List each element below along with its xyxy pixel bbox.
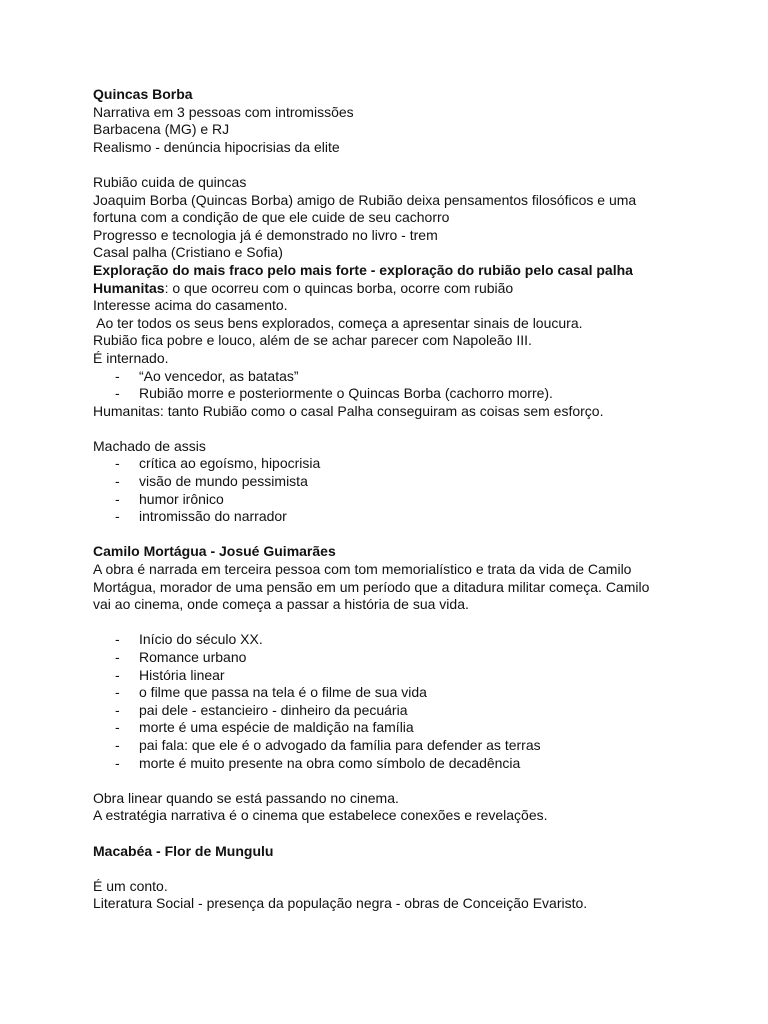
- spacer: [93, 156, 693, 174]
- bullet-dash: -: [115, 385, 120, 402]
- list-item-text: “Ao vencedor, as batatas”: [139, 367, 299, 384]
- bullet-dash: -: [115, 490, 120, 507]
- list-item-text: Romance urbano: [139, 649, 247, 665]
- bullet-dash: -: [115, 508, 120, 525]
- text-line: Interesse acima do casamento.: [93, 297, 288, 314]
- heading-machado: Machado de assis: [93, 437, 206, 454]
- text-line: Barbacena (MG) e RJ: [93, 121, 230, 138]
- text-line: É internado.: [93, 349, 169, 366]
- bullet-dash: -: [115, 473, 120, 490]
- list-item: [93, 631, 693, 649]
- heading-macabea: Macabéa - Flor de Mungulu: [93, 842, 274, 859]
- bold-line: Exploração do mais fraco pelo mais forte - exploração do rubião pelo casal palha: [93, 261, 633, 278]
- text-line: Humanitas: tanto Rubião como o casal Palha conseguiram as coisas sem esforço.: [93, 402, 604, 419]
- humanitas-label: Humanitas: [93, 279, 165, 296]
- list-item-text: visão de mundo pessimista: [139, 473, 308, 490]
- text-line: Progresso e tecnologia já é demonstrado no livro - trem: [93, 226, 438, 243]
- heading-quincas-borba: Quincas Borba: [93, 86, 193, 102]
- bullet-dash: -: [115, 649, 120, 665]
- list-item: [93, 719, 693, 737]
- list-item: [93, 491, 693, 509]
- document-body: [93, 86, 693, 913]
- bullet-dash: -: [115, 701, 120, 718]
- spacer: [93, 526, 693, 544]
- list-item-text: morte é muito presente na obra como símbolo de decadência: [139, 754, 521, 771]
- spacer: [93, 772, 693, 790]
- text-line: A estratégia narrativa é o cinema que estabelece conexões e revelações.: [93, 807, 548, 824]
- list-item: [93, 455, 693, 473]
- text-line: Casal palha (Cristiano e Sofia): [93, 244, 283, 261]
- list-item: [93, 385, 693, 403]
- text-line: Narrativa em 3 pessoas com intromissões: [93, 103, 354, 120]
- list-item-text: crítica ao egoísmo, hipocrisia: [139, 455, 321, 472]
- text-line: Joaquim Borba (Quincas Borba) amigo de Rubião deixa pensamentos filosóficos e uma: [93, 191, 637, 208]
- list-item: [93, 667, 693, 685]
- list-item-text: Início do século XX.: [139, 631, 263, 648]
- text-line: Mortágua, morador de uma pensão em um período que a ditadura militar começa. Camilo: [93, 578, 650, 595]
- spacer: [93, 825, 693, 843]
- list-item-text: Rubião morre e posteriormente o Quincas Borba (cachorro morre).: [139, 385, 553, 402]
- bullet-dash: -: [115, 736, 120, 753]
- text-line: Ao ter todos os seus bens explorados, começa a apresentar sinais de loucura.: [93, 314, 583, 331]
- text-line: Obra linear quando se está passando no cinema.: [93, 789, 399, 806]
- text-line: Rubião cuida de quincas: [93, 173, 247, 190]
- humanitas-line: [93, 280, 693, 298]
- bullet-dash: -: [115, 754, 120, 771]
- list-item-text: pai dele - estancieiro - dinheiro da pecuária: [139, 701, 408, 718]
- list-item-text: o filme que passa na tela é o filme de sua vida: [139, 684, 427, 701]
- list-item: [93, 702, 693, 720]
- list-item: [93, 684, 693, 702]
- list-item: [93, 755, 693, 773]
- list-item: [93, 473, 693, 491]
- list-item: [93, 649, 693, 667]
- bullet-dash: -: [115, 367, 120, 384]
- humanitas-text: : o que ocorreu com o quincas borba, ocorre com rubião: [164, 279, 514, 296]
- text-line: Literatura Social - presença da população negra - obras de Conceição Evaristo.: [93, 895, 588, 912]
- bullet-dash: -: [115, 631, 120, 648]
- bullet-dash: -: [115, 666, 120, 683]
- text-line: Realismo - denúncia hipocrisias da elite: [93, 138, 340, 155]
- text-line: É um conto.: [93, 877, 168, 894]
- list-item-text: História linear: [139, 666, 225, 683]
- text-line: vai ao cinema, onde começa a passar a história de sua vida.: [93, 596, 469, 613]
- text-line: A obra é narrada em terceira pessoa com tom memorialístico e trata da vida de Camilo: [93, 561, 632, 578]
- spacer: [93, 420, 693, 438]
- list-item: [93, 737, 693, 755]
- list-item-text: intromissão do narrador: [139, 508, 287, 525]
- bullet-dash: -: [115, 719, 120, 736]
- list-item-text: pai fala: que ele é o advogado da família para defender as terras: [139, 736, 541, 753]
- text-line: fortuna com a condição de que ele cuide de seu cachorro: [93, 209, 450, 226]
- heading-camilo-mortagua: Camilo Mortágua - Josué Guimarães: [93, 543, 336, 560]
- list-item-text: morte é uma espécie de maldição na família: [139, 719, 414, 736]
- bullet-dash: -: [115, 455, 120, 472]
- text-line: Rubião fica pobre e louco, além de se achar parecer com Napoleão III.: [93, 332, 532, 349]
- spacer: [93, 860, 693, 878]
- list-item: [93, 508, 693, 526]
- list-item-text: humor irônico: [139, 490, 224, 507]
- list-item: [93, 368, 693, 386]
- bullet-dash: -: [115, 684, 120, 701]
- spacer: [93, 614, 693, 632]
